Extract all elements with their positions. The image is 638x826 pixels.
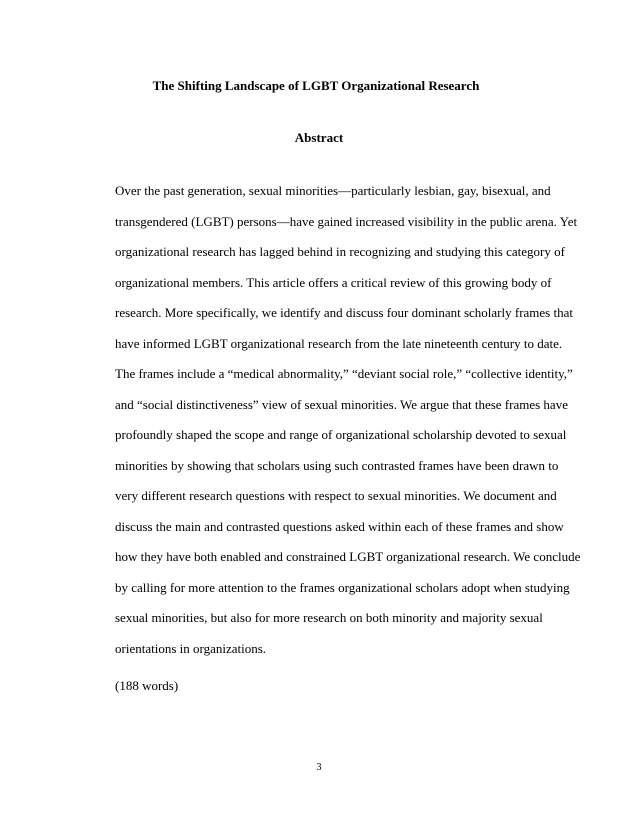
word-count: (188 words) bbox=[115, 678, 179, 693]
abstract-line: orientations in organizations. bbox=[115, 640, 267, 656]
abstract-line: sexual minorities, but also for more research on both minority and majority sexual bbox=[115, 610, 543, 625]
abstract-line: transgendered (LGBT) persons—have gained increased visibility in the public arena. Yet bbox=[115, 213, 578, 229]
paper-title bbox=[0, 78, 638, 94]
abstract-line: The frames include a “medical abnormality,” “deviant social role,” “collective identity,” bbox=[115, 366, 573, 381]
abstract-line: how they have both enabled and constrained LGBT organizational research. We conclude bbox=[115, 549, 581, 564]
abstract-line: research. More specifically, we identify and discuss four dominant scholarly frames that bbox=[115, 305, 573, 320]
paper-title-text: The Shifting Landscape of LGBT Organizational Research bbox=[152, 78, 480, 93]
abstract-line: organizational research has lagged behind in recognizing and studying this category of bbox=[115, 244, 565, 259]
abstract-line: and “social distinctiveness” view of sexual minorities. We argue that these frames have bbox=[115, 396, 568, 412]
abstract-body bbox=[115, 176, 581, 664]
abstract-line: minorities by showing that scholars using such contrasted frames have been drawn to bbox=[115, 457, 559, 473]
abstract-line: Over the past generation, sexual minorities—particularly lesbian, gay, bisexual, and bbox=[115, 183, 551, 198]
abstract-line: by calling for more attention to the frames organizational scholars adopt when studying bbox=[115, 579, 570, 595]
abstract-line: have informed LGBT organizational research from the late nineteenth century to date. bbox=[115, 335, 563, 351]
abstract-line: profoundly shaped the scope and range of organizational scholarship devoted to sexual bbox=[115, 427, 567, 442]
abstract-heading: Abstract bbox=[294, 130, 344, 145]
abstract-line: organizational members. This article offers a critical review of this growing body of bbox=[115, 274, 552, 290]
abstract-line: discuss the main and contrasted questions asked within each of these frames and show bbox=[115, 518, 564, 534]
abstract-line: very different research questions with respect to sexual minorities. We document and bbox=[115, 488, 557, 503]
page-number: 3 bbox=[316, 762, 322, 773]
